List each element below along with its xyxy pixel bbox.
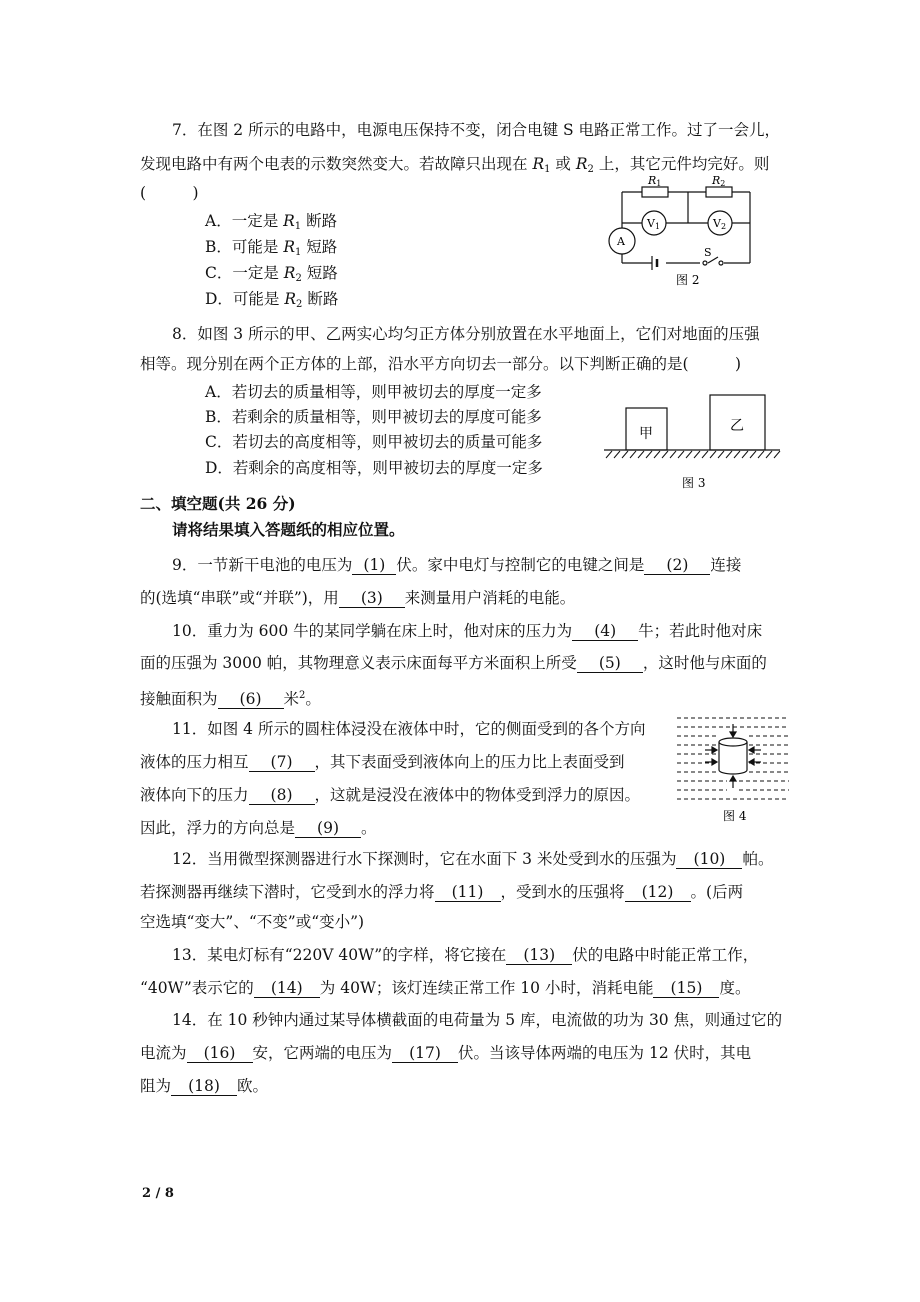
q8-option-d: D．若剩余的高度相等，则甲被切去的厚度一定多 [205,459,543,477]
blank-1[interactable]: (1) [352,556,396,575]
fig2-caption: 图 2 [676,273,700,287]
blank-3[interactable]: (3) [339,589,405,608]
q8-line-1: 8．如图 3 所示的甲、乙两实心均匀正方体分别放置在水平地面上，它们对地面的压强 [172,325,760,343]
section-2-instruction: 请将结果填入答题纸的相应位置。 [172,520,405,539]
blank-10[interactable]: (10) [676,850,742,869]
q7-option-c: C．一定是 $R_2$ 短路 [205,264,338,284]
q8-option-b: B．若剩余的质量相等，则甲被切去的厚度可能多 [205,408,542,426]
q11-line-3: 液体向下的压力 (8) ，这就是浸没在液体中的物体受到浮力的原因。 [140,786,641,804]
fig2-v2-label: V2 [713,217,727,231]
blank-12[interactable]: (12) [625,883,691,902]
q11-line-4: 因此，浮力的方向总是 (9) 。 [140,819,377,837]
q12-line-1: 12．当用微型探测器进行水下探测时，它在水面下 3 米处受到水的压强为 (10) 帕。 [172,850,774,868]
blank-15[interactable]: (15) [653,979,719,998]
fig3-caption: 图 3 [682,476,706,490]
blank-18[interactable]: (18) [171,1077,237,1096]
q8-option-a: A．若切去的质量相等，则甲被切去的厚度一定多 [205,383,542,401]
blank-6[interactable]: (6) [218,690,284,709]
blank-2[interactable]: (2) [644,556,710,575]
fig2-switch-label: S [704,246,712,259]
q14-line-3: 阻为 (18) 欧。 [140,1077,269,1095]
q8-option-c: C．若切去的高度相等，则甲被切去的质量可能多 [205,433,543,451]
fig2-r1-label: R1 [648,174,662,188]
figure-4-cylinder [675,714,795,829]
blank-5[interactable]: (5) [577,654,643,673]
section-2-title: 二、填空题(共 26 分) [140,494,296,513]
q7-answer-bracket: ( ) [140,184,199,202]
q9-line-1: 9．一节新干电池的电压为 (1) 伏。家中电灯与控制它的电键之间是 (2) 连接 [172,556,742,574]
q12-line-2: 若探测器再继续下潜时，它受到水的浮力将 (11) ，受到水的压强将 (12) 。(后两 [140,883,744,901]
q13-line-2: “40W”表示它的 (14) 为 40W；该灯连续正常工作 10 小时，消耗电能 (15) 度。 [140,979,751,997]
q10-line-2: 面的压强为 3000 帕，其物理意义表示床面每平方米面积上所受 (5) ，这时他与床面的 [140,654,767,672]
page-number: 2 / 8 [142,1186,174,1201]
blank-9[interactable]: (9) [295,819,361,838]
q7-line-2: 发现电路中有两个电表的示数突然变大。若故障只出现在 $R_1$ 或 $R_2$ 上，其它元件均完好。则 [140,155,770,175]
blank-13[interactable]: (13) [506,946,572,965]
figure-2-circuit [600,170,770,290]
fig2-r2-label: R2 [712,174,726,188]
q7-line-1: 7．在图 2 所示的电路中，电源电压保持不变，闭合电键 S 电路正常工作。过了一会儿， [172,121,781,139]
blank-11[interactable]: (11) [435,883,501,902]
q7-option-b: B．可能是 $R_1$ 短路 [205,238,338,258]
q8-line-2: 相等。现分别在两个正方体的上部，沿水平方向切去一部分。以下判断正确的是( ) [140,355,742,373]
q14-line-1: 14．在 10 秒钟内通过某导体横截面的电荷量为 5 库，电流做的功为 30 焦，则通过它的 [172,1011,783,1029]
fig2-v1-label: V1 [647,217,661,231]
figure-3-cubes [600,390,785,495]
q14-line-2: 电流为 (16) 安，它两端的电压为 (17) 伏。当该导体两端的电压为 12 伏时，其电 [140,1044,752,1062]
blank-17[interactable]: (17) [392,1044,458,1063]
blank-7[interactable]: (7) [249,753,315,772]
fig4-caption: 图 4 [723,809,747,823]
blank-8[interactable]: (8) [249,786,315,805]
cube-jia-label: 甲 [639,426,653,442]
q12-line-3: 空选填“变大”、“不变”或“变小”) [140,913,365,931]
fig2-ammeter-label: A [617,235,625,248]
cube-yi-label: 乙 [730,418,744,434]
blank-14[interactable]: (14) [254,979,320,998]
q7-option-a: A．一定是 $R_1$ 断路 [205,212,338,232]
q10-line-1: 10．重力为 600 牛的某同学躺在床上时，他对床的压力为 (4) 牛；若此时他对床 [172,622,763,640]
blank-16[interactable]: (16) [187,1044,253,1063]
q11-line-1: 11．如图 4 所示的圆柱体浸没在液体中时，它的侧面受到的各个方向 [172,720,646,738]
q10-line-3: 接触面积为 (6) 米$^2$。 [140,690,321,708]
q7-option-d: D．可能是 $R_2$ 断路 [205,290,339,310]
q13-line-1: 13．某电灯标有“220V 40W”的字样，将它接在 (13) 伏的电路中时能正常工作， [172,946,759,964]
blank-4[interactable]: (4) [572,622,638,641]
q9-line-2: 的(选填“串联”或“并联”)，用 (3) 来测量用户消耗的电能。 [140,589,576,607]
q11-line-2: 液体的压力相互 (7) ，其下表面受到液体向上的压力比上表面受到 [140,753,625,771]
